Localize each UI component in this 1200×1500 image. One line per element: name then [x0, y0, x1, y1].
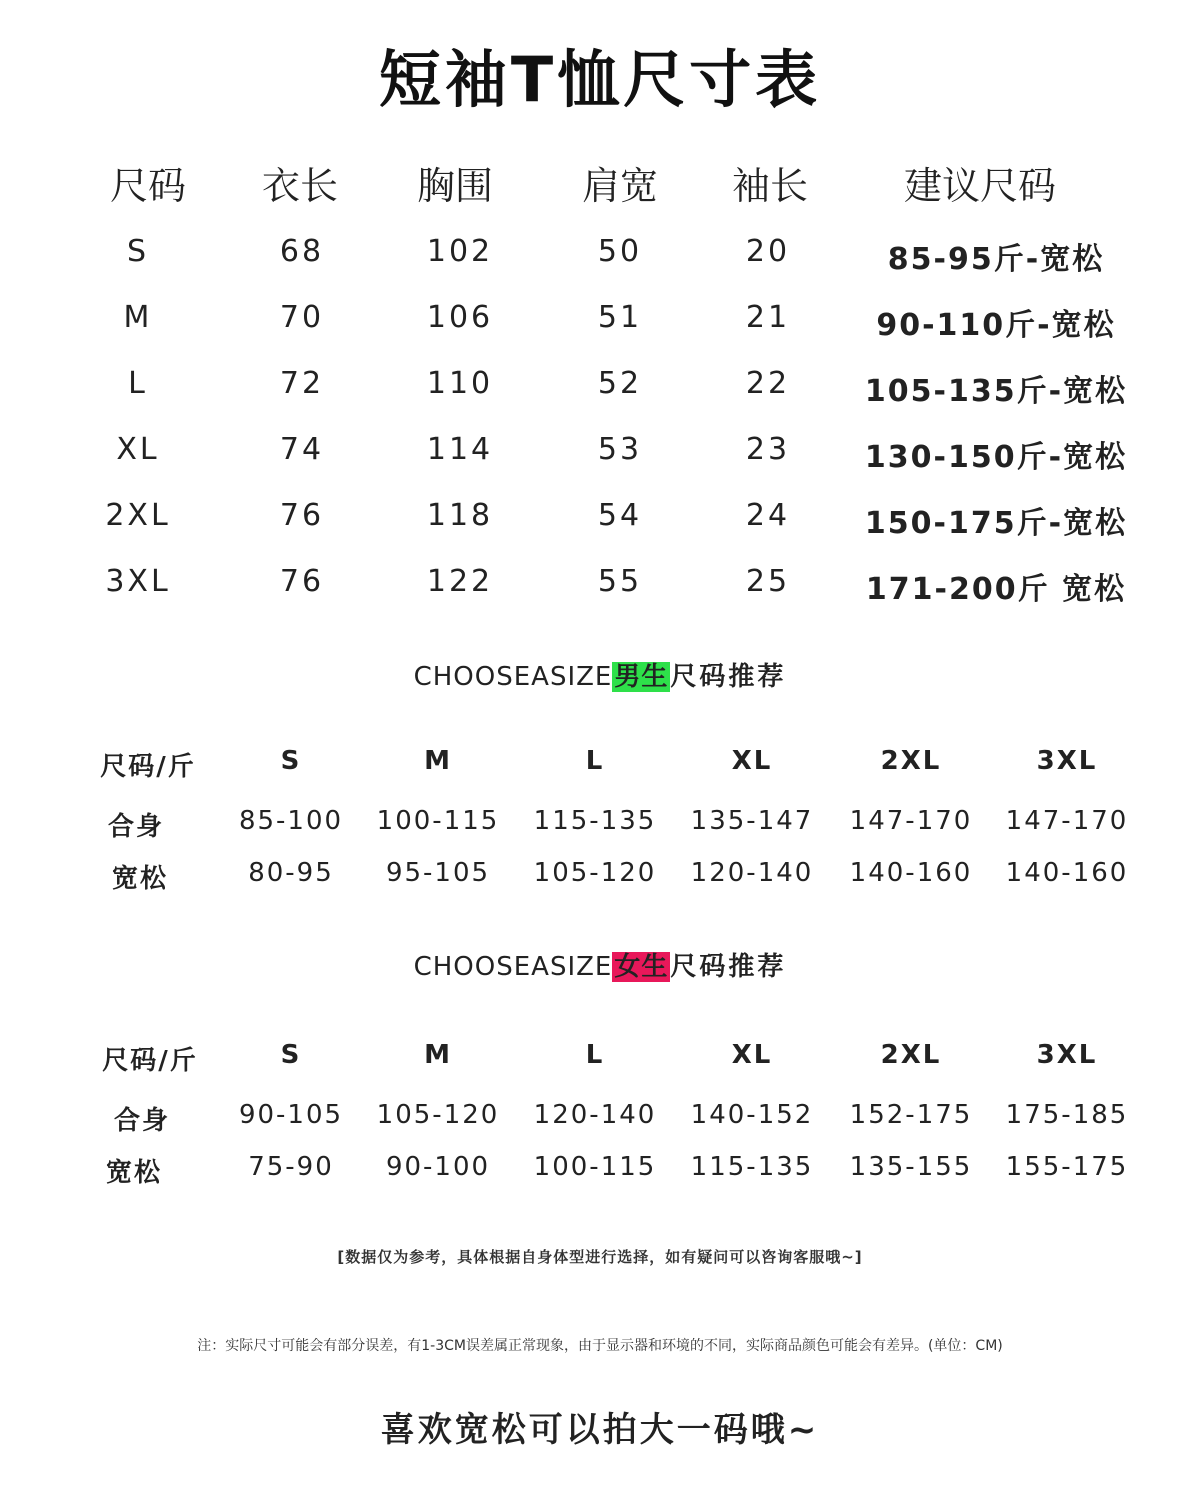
table-row — [0, 806, 1200, 846]
header-l: L — [585, 1040, 605, 1070]
cell-value: 100-115 — [376, 806, 500, 836]
header-m: M — [424, 1040, 452, 1070]
header-chest: 胸围 — [416, 164, 494, 208]
cell-value: 100-115 — [533, 1152, 657, 1182]
banner-highlight-male: 男生 — [614, 662, 669, 692]
size-table-header — [0, 155, 1200, 208]
table-row — [0, 564, 1200, 614]
cell-sleeve: 22 — [745, 366, 791, 401]
cell-recommendation: 130-150斤-宽松 — [864, 440, 1128, 475]
row-label-loose: 宽松 — [111, 864, 169, 894]
header-s: S — [280, 746, 302, 776]
cell-value: 175-185 — [1005, 1100, 1129, 1130]
cell-value: 120-140 — [533, 1100, 657, 1130]
header-m: M — [424, 746, 452, 776]
cell-sleeve: 24 — [745, 498, 791, 533]
cell-chest: 118 — [426, 498, 494, 533]
cell-chest: 106 — [426, 300, 494, 335]
header-3xl: 3XL — [1036, 746, 1098, 776]
cell-recommendation: 105-135斤-宽松 — [864, 374, 1128, 409]
header-recommendation: 建议尺码 — [903, 164, 1057, 208]
cell-value: 90-100 — [385, 1152, 491, 1182]
cell-value: 140-160 — [1005, 858, 1129, 888]
male-section-banner — [0, 656, 1200, 693]
cell-value: 152-175 — [849, 1100, 973, 1130]
header-2xl: 2XL — [880, 746, 942, 776]
table-row — [0, 858, 1200, 898]
cell-shoulder: 55 — [597, 564, 643, 599]
row-label-loose: 宽松 — [105, 1158, 163, 1188]
cell-size: S — [126, 234, 150, 269]
cell-sleeve: 25 — [745, 564, 791, 599]
page-title: 短袖T恤尺寸表 — [378, 43, 822, 116]
cell-value: 147-170 — [1005, 806, 1129, 836]
cell-recommendation: 171-200斤 宽松 — [865, 572, 1127, 607]
cell-value: 80-95 — [248, 858, 334, 888]
header-size-weight: 尺码/斤 — [102, 1046, 198, 1076]
cell-value: 75-90 — [248, 1152, 334, 1182]
cell-length: 68 — [279, 234, 325, 269]
cell-value: 115-135 — [690, 1152, 814, 1182]
banner-highlight-female: 女生 — [614, 952, 669, 982]
cell-length: 76 — [279, 564, 325, 599]
male-table-header — [0, 746, 1200, 786]
table-row — [0, 300, 1200, 350]
cell-size: M — [123, 300, 153, 335]
cell-value: 140-152 — [690, 1100, 814, 1130]
cell-length: 76 — [279, 498, 325, 533]
cell-shoulder: 50 — [597, 234, 643, 269]
header-s: S — [280, 1040, 302, 1070]
header-shoulder: 肩宽 — [581, 164, 659, 208]
cell-value: 120-140 — [690, 858, 814, 888]
table-row — [0, 234, 1200, 284]
cell-length: 74 — [279, 432, 325, 467]
cell-size: L — [128, 366, 148, 401]
header-l: L — [585, 746, 605, 776]
header-size: 尺码 — [109, 164, 187, 208]
cell-size: XL — [116, 432, 160, 467]
cell-value: 85-100 — [238, 806, 344, 836]
cell-value: 135-155 — [849, 1152, 973, 1182]
cell-length: 70 — [279, 300, 325, 335]
cell-chest: 110 — [426, 366, 494, 401]
cell-shoulder: 52 — [597, 366, 643, 401]
header-3xl: 3XL — [1036, 1040, 1098, 1070]
female-section-banner — [0, 946, 1200, 983]
disclaimer-note: 注：实际尺寸可能会有部分误差，有1-3CM误差属正常现象，由于显示器和环境的不同，实际商品颜色可能会有差异。(单位：CM) — [197, 1338, 1003, 1354]
cell-length: 72 — [279, 366, 325, 401]
cell-size: 3XL — [105, 564, 171, 599]
cell-value: 155-175 — [1005, 1152, 1129, 1182]
banner-en-text: CHOOSEASIZE — [413, 662, 613, 692]
banner-tail: 尺码推荐 — [670, 952, 787, 982]
header-xl: XL — [731, 746, 773, 776]
female-table-header — [0, 1040, 1200, 1080]
cell-value: 140-160 — [849, 858, 973, 888]
cell-shoulder: 53 — [597, 432, 643, 467]
header-xl: XL — [731, 1040, 773, 1070]
header-size-weight: 尺码/斤 — [100, 752, 196, 782]
header-sleeve: 袖长 — [731, 164, 809, 208]
cell-recommendation: 150-175斤-宽松 — [864, 506, 1128, 541]
cell-chest: 122 — [426, 564, 494, 599]
table-row — [0, 432, 1200, 482]
cell-recommendation: 85-95斤-宽松 — [887, 242, 1105, 277]
table-row — [0, 1152, 1200, 1192]
reference-note: [数据仅为参考，具体根据自身体型进行选择，如有疑问可以咨询客服哦~] — [337, 1248, 863, 1266]
cell-shoulder: 54 — [597, 498, 643, 533]
cell-recommendation: 90-110斤-宽松 — [876, 308, 1116, 343]
table-row — [0, 366, 1200, 416]
table-row — [0, 498, 1200, 548]
row-label-fit: 合身 — [107, 812, 165, 842]
cell-value: 115-135 — [533, 806, 657, 836]
cell-value: 90-105 — [238, 1100, 344, 1130]
cell-value: 95-105 — [385, 858, 491, 888]
table-row — [0, 1100, 1200, 1140]
cell-shoulder: 51 — [597, 300, 643, 335]
cell-value: 135-147 — [690, 806, 814, 836]
cell-value: 147-170 — [849, 806, 973, 836]
cell-chest: 114 — [426, 432, 494, 467]
banner-tail: 尺码推荐 — [670, 662, 787, 692]
row-label-fit: 合身 — [113, 1106, 171, 1136]
cell-size: 2XL — [105, 498, 171, 533]
header-length: 衣长 — [261, 164, 339, 208]
cell-sleeve: 23 — [745, 432, 791, 467]
cell-sleeve: 20 — [745, 234, 791, 269]
header-2xl: 2XL — [880, 1040, 942, 1070]
footer-tip: 喜欢宽松可以拍大一码哦~ — [380, 1410, 820, 1450]
cell-sleeve: 21 — [745, 300, 791, 335]
cell-chest: 102 — [426, 234, 494, 269]
cell-value: 105-120 — [376, 1100, 500, 1130]
banner-en-text: CHOOSEASIZE — [413, 952, 613, 982]
cell-value: 105-120 — [533, 858, 657, 888]
